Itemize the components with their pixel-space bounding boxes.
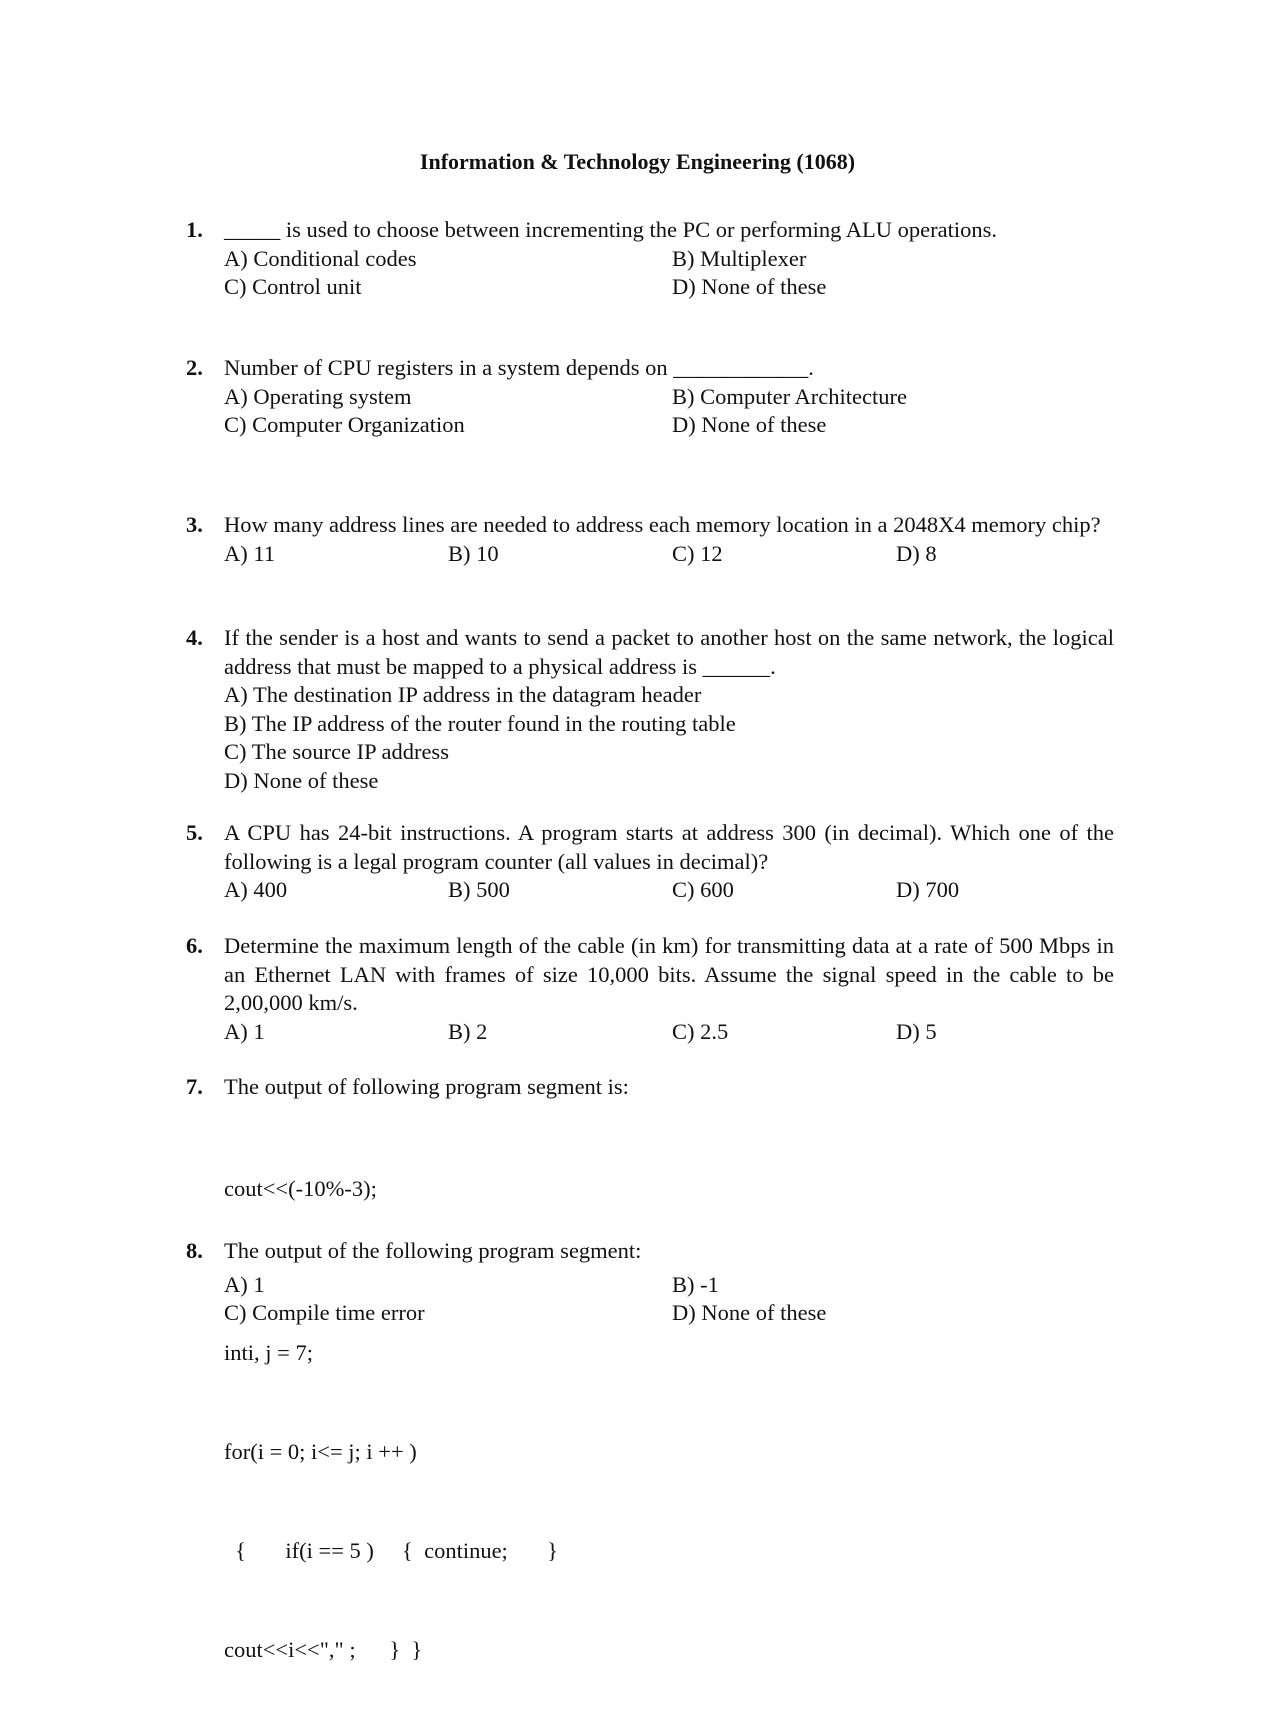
question-text: _____ is used to choose between incrementing the PC or performing ALU operations. — [224, 217, 997, 242]
code-snippet — [224, 1270, 1114, 1732]
question-text: The output of the following program segment: — [224, 1238, 642, 1263]
option-c: C) 2.5 — [672, 1018, 729, 1044]
option-c: C) Computer Organization — [224, 412, 465, 437]
option-b: B) 10 — [448, 540, 499, 566]
page-title: Information & Technology Engineering (1068) — [419, 149, 856, 174]
option-a: A) Operating system — [224, 383, 412, 409]
code-line: inti, j = 7; — [224, 1339, 313, 1365]
option-a: A) Conditional codes — [224, 245, 417, 271]
question-text: If the sender is a host and wants to send a packet to another host on the same network, the logical address that must be mapped to a physical address is ______. — [224, 625, 1114, 679]
question-number: 1. — [186, 217, 203, 242]
option-c: C) 12 — [672, 540, 723, 566]
question-text: The output of following program segment is: — [224, 1074, 629, 1099]
option-b: B) Multiplexer — [672, 245, 807, 271]
question-number: 2. — [186, 355, 203, 380]
question-number: 5. — [186, 820, 203, 845]
option-b: B) 500 — [448, 877, 510, 902]
option-d: D) None of these — [672, 1300, 827, 1325]
code-line: cout<<(-10%-3); — [224, 1175, 377, 1201]
question-number: 3. — [186, 512, 203, 537]
option-b: B) -1 — [672, 1271, 719, 1297]
option-b: B) Computer Architecture — [672, 383, 907, 409]
option-a: A) 1 — [224, 1271, 265, 1297]
question-number: 6. — [186, 933, 203, 958]
option-c: C) Control unit — [224, 274, 362, 299]
option-c: C) 600 — [672, 877, 734, 902]
option-d: D) 5 — [896, 1018, 937, 1044]
code-line: for(i = 0; i<= j; i ++ ) — [224, 1438, 417, 1464]
option-c: C) The source IP address — [224, 739, 449, 764]
question-number: 7. — [186, 1074, 203, 1099]
option-b: B) 2 — [448, 1018, 488, 1044]
option-d: D) 700 — [896, 877, 960, 902]
option-a: A) The destination IP address in the datagram header — [224, 682, 702, 707]
option-a: A) 400 — [224, 877, 288, 902]
option-b: B) The IP address of the router found in the routing table — [224, 710, 736, 736]
question-text: Number of CPU registers in a system depends on ____________. — [224, 355, 814, 380]
question-text: How many address lines are needed to address each memory location in a 2048X4 memory chip? — [224, 512, 1101, 537]
option-a: A) 11 — [224, 540, 276, 566]
option-a: A) 1 — [224, 1018, 265, 1044]
question-number: 4. — [186, 625, 203, 650]
code-line: cout<<i<<"," ; } } — [224, 1636, 423, 1662]
option-c: C) Compile time error — [224, 1300, 425, 1325]
question-number: 8. — [186, 1238, 203, 1263]
option-d: D) 8 — [896, 540, 937, 566]
code-line: { if(i == 5 ) { continue; } — [224, 1537, 558, 1563]
question-text: Determine the maximum length of the cable (in km) for transmitting data at a rate of 500 Mbps in an Ethernet LAN with frames of size 10,000 bits. Assume the signal speed in the cable to be 2,00,000 km/s. — [224, 933, 1114, 1015]
option-d: D) None of these — [672, 274, 827, 299]
option-d: D) None of these — [672, 412, 827, 437]
question-text: A CPU has 24-bit instructions. A program starts at address 300 (in decimal). Which one of the following is a legal program counter (all values in decimal)? — [224, 820, 1114, 874]
option-d: D) None of these — [224, 767, 379, 793]
